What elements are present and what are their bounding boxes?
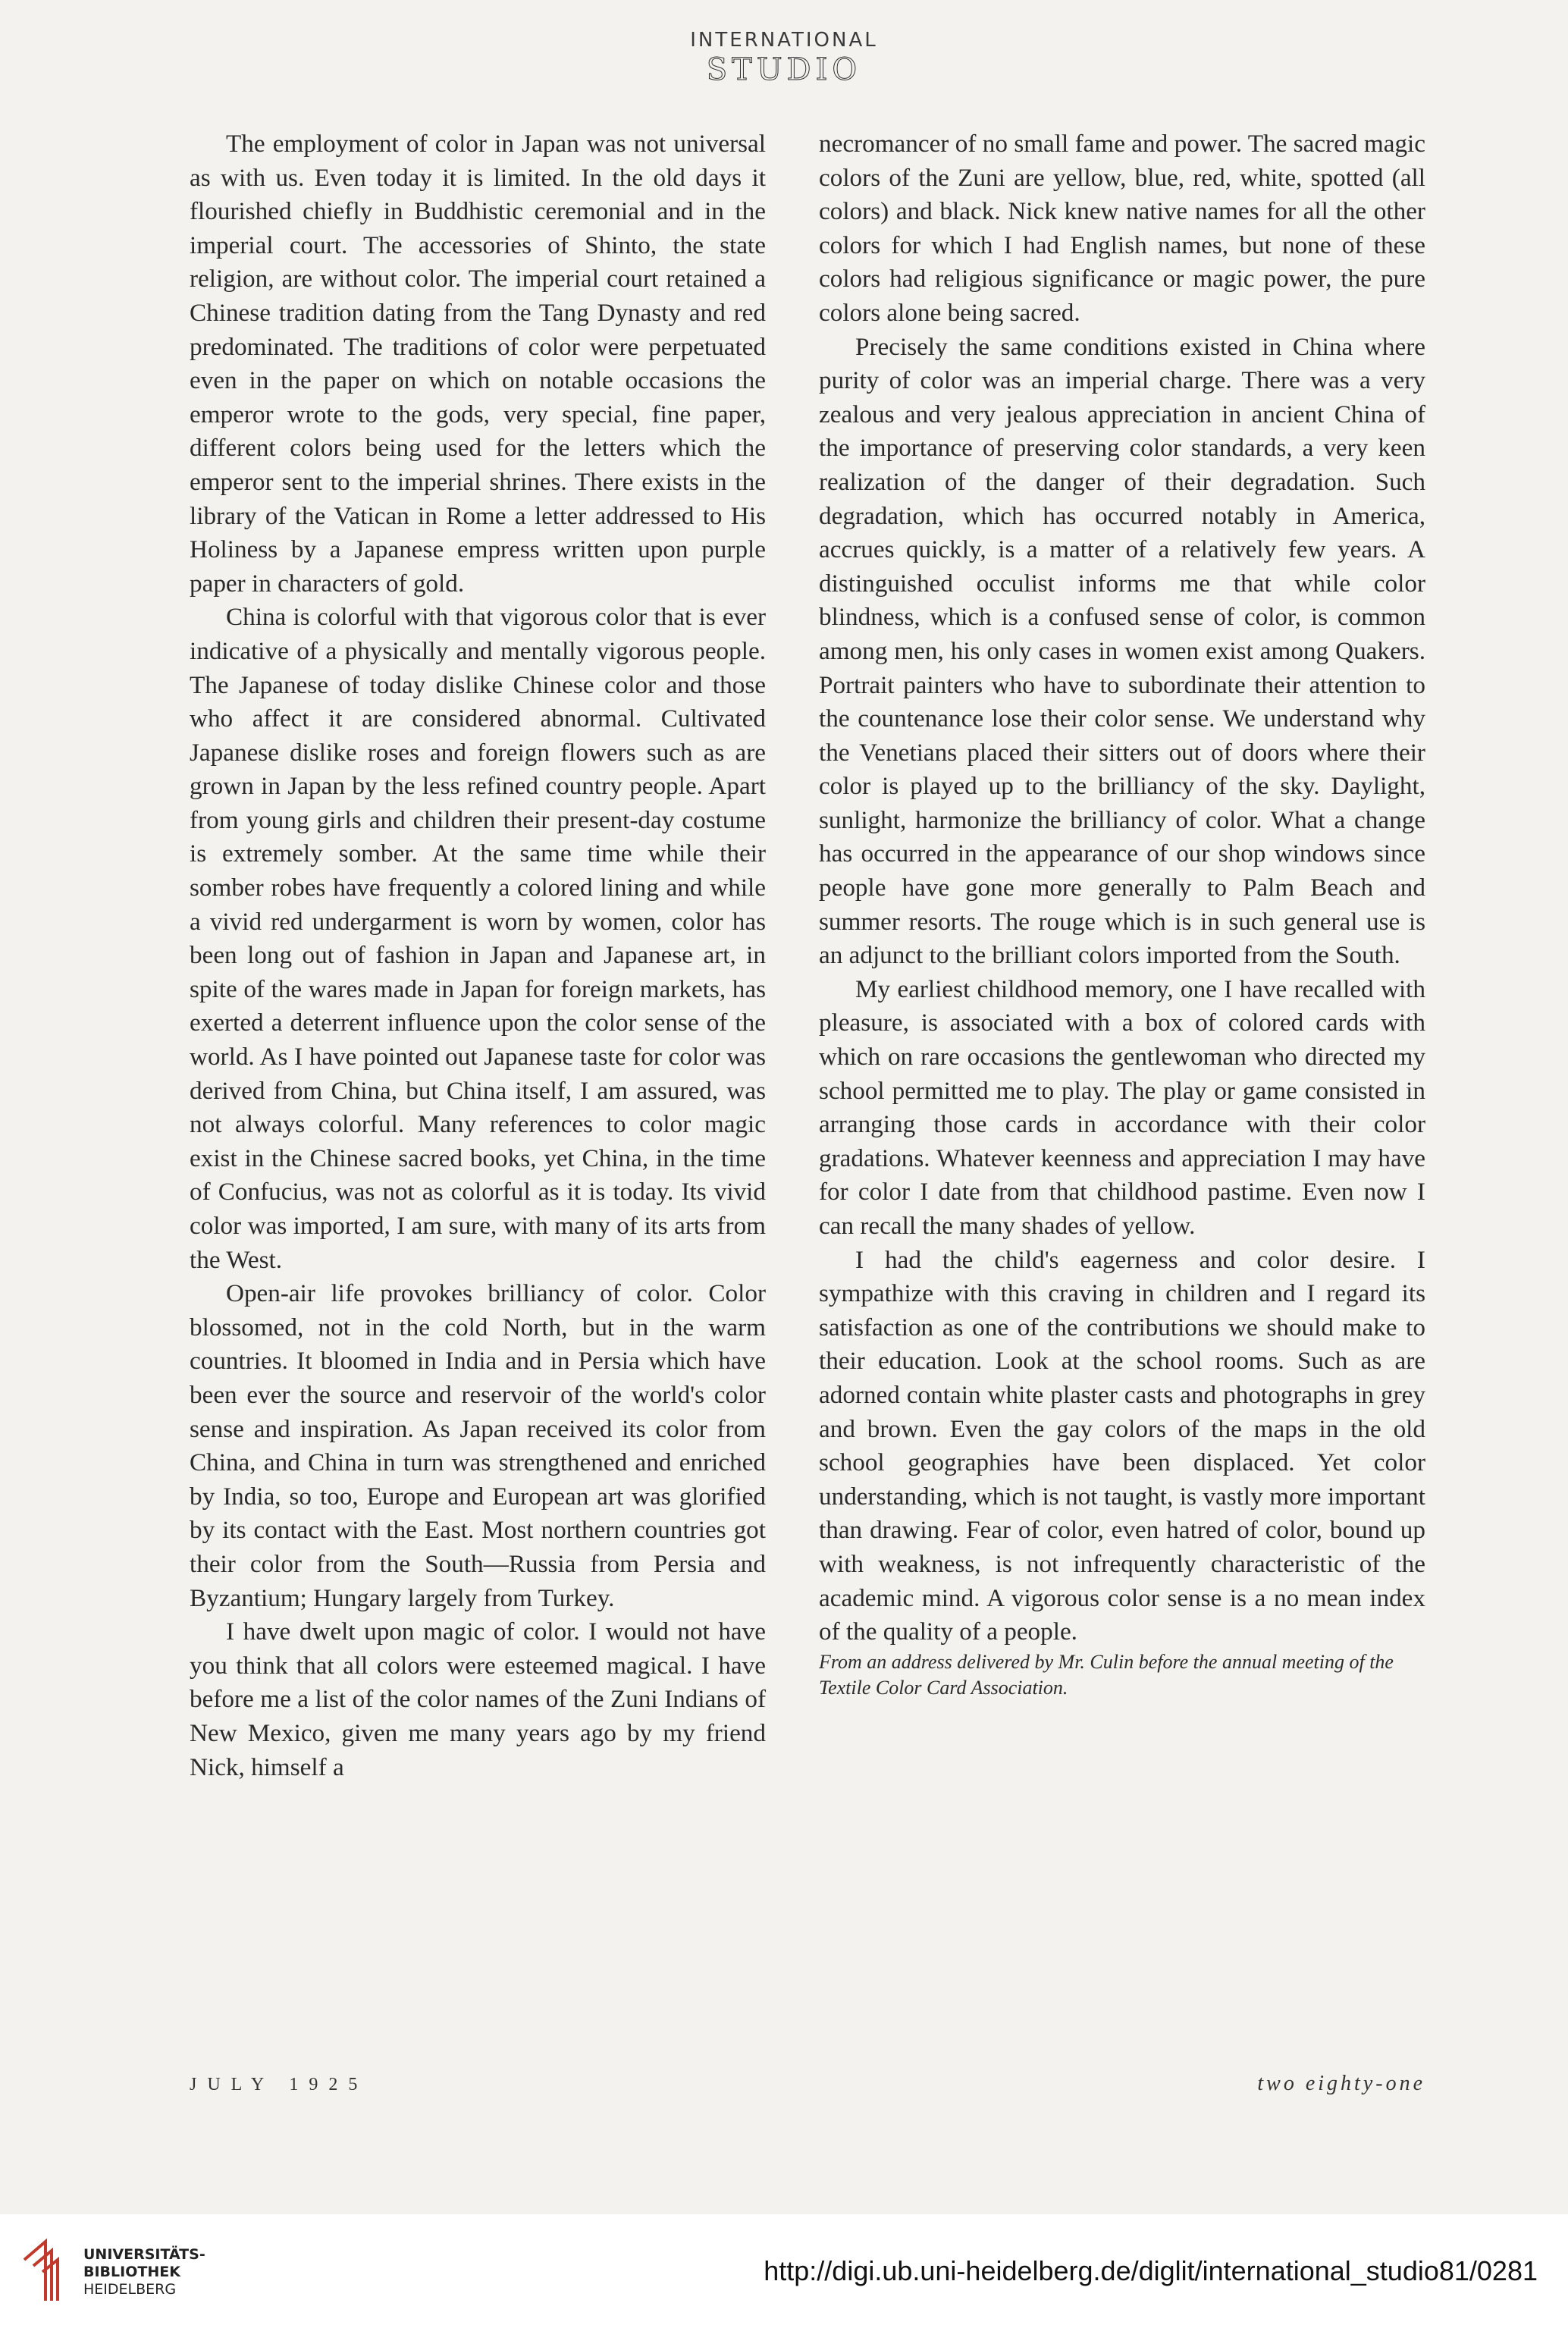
credit-note: From an address delivered by Mr. Culin before the annual meeting of the Textile Color Card Association. — [819, 1650, 1394, 1699]
paragraph: necromancer of no small fame and power. The sacred magic colors of the Zuni are yellow, blue, red, white, spotted (all colors) and black. Nick knew native names for all the other colors for which I had English names, but none of these colors had religious significance or magic power, the pure colors alone being sacred. — [819, 130, 1425, 327]
masthead — [0, 29, 1568, 88]
paragraph: My earliest childhood memory, one I have recalled with pleasure, is associated with a box of colored cards with which on rare occasions the gentlewoman who directed my school permitted me to play. The play or game consisted in arranging those cards in accordance with their color gradations. Whatever keenness and appreciation I may have for color I date from that childhood pastime. Even now I can recall the many shades of yellow. — [819, 974, 1425, 1240]
left-column — [190, 127, 766, 1784]
right-column — [819, 127, 1425, 1701]
masthead-line2: STUDIO — [706, 52, 862, 87]
footer-page-number: two eighty-one — [1257, 2072, 1425, 2095]
paragraph: Precisely the same conditions existed in China where purity of color was an imperial charge. There was a very zealous and very jealous appreciation in ancient China of the importance of preserving color standards, a very keen realization of the danger of their degradation. Such degradation, which has occurred notably in America, accrues quickly, is a matter of a relatively few years. A distinguished occulist informs me that while color blindness, which is a confused sense of color, is common among men, his only cases in women exist among Quakers. Portrait painters who have to subordinate their attention to the countenance lose their color sense. We understand why the Venetians placed their sitters out of doors where their color is played up to the brilliancy of the sky. Daylight, sunlight, harmonize the brilliancy of color. What a change has occurred in the appearance of our shop windows since people have gone more generally to Palm Beach and summer resorts. The rouge which is in such general use is an adjunct to the brilliant colors imported from the South. — [819, 332, 1425, 970]
footer-date: JULY 1925 — [190, 2075, 368, 2094]
masthead-line1: INTERNATIONAL — [690, 29, 878, 52]
source-url-link[interactable]: http://digi.ub.uni-heidelberg.de/diglit/international_studio81/0281 — [764, 2255, 1538, 2286]
paragraph: Open-air life provokes brilliancy of color. Color blossomed, not in the cold North, but in the warm countries. It bloomed in India and in Persia which have been ever the source and reservoir of the world's color sense and inspiration. As Japan received its color from China, and China in turn was strengthened and enriched by India, so too, Europe and European art was glorified by its contact with the East. Most northern countries got their color from the South—Russia from Persia and Byzantium; Hungary largely from Turkey. — [190, 1279, 766, 1612]
library-logo-icon — [18, 2237, 71, 2305]
paragraph: China is colorful with that vigorous color that is ever indicative of a physically and mentally vigorous people. The Japanese of today dislike Chinese color and those who affect it are considered abnormal. Cultivated Japanese dislike roses and foreign flowers such as are grown in Japan by the less refined country people. Apart from young girls and children their present-day costume is extremely somber. At the same time while their somber robes have frequently a colored lining and while a vivid red undergarment is worn by women, color has been long out of fashion in Japan and Japanese art, in spite of the wares made in Japan for foreign markets, has exerted a deterrent influence upon the color sense of the world. As I have pointed out Japanese taste for color was derived from China, but China itself, I am assured, was not always colorful. Many references to color magic exist in the Chinese sacred books, yet China, in the time of Confucius, was not as colorful as it is today. Its vivid color was imported, I am sure, with many of its arts from the West. — [190, 603, 766, 1274]
paragraph: I have dwelt upon magic of color. I would not have you think that all colors were esteemed magical. I have before me a list of the color names of the Zuni Indians of New Mexico, given me many years ago by my friend Nick, himself a — [190, 1617, 766, 1781]
paragraph: The employment of color in Japan was not universal as with us. Even today it is limited. In the old days it flourished chiefly in Buddhistic ceremonial and in the imperial court. The accessories of Shinto, the state religion, are without color. The imperial court retained a Chinese tradition dating from the Tang Dynasty and red predominated. The traditions of color were perpetuated even in the paper on which on notable occasions the emperor wrote to the gods, very special, fine paper, different colors being used for the letters which the emperor sent to the imperial shrines. There exists in the library of the Vatican in Rome a letter addressed to His Holiness by a Japanese empress written upon purple paper in characters of gold. — [190, 130, 766, 598]
library-bar — [0, 2214, 1568, 2325]
library-name-line: UNIVERSITÄTS- — [83, 2246, 205, 2263]
library-name — [83, 2246, 205, 2298]
library-name-line: HEIDELBERG — [83, 2281, 177, 2298]
paragraph: I had the child's eagerness and color desire. I sympathize with this craving in children and I regard its satisfaction as one of the contributions we should make to their education. Look at the school rooms. Such as are adorned contain white plaster casts and photographs in grey and brown. Even the gay colors of the maps in the old school geographies have been displaced. Yet color understanding, which is not taught, is vastly more important than drawing. Fear of color, even hatred of color, bound up with weakness, is not infrequently characteristic of the academic mind. A vigorous color sense is a no mean index of the quality of a people. — [819, 1245, 1425, 1646]
library-name-line: BIBLIOTHEK — [83, 2264, 180, 2280]
